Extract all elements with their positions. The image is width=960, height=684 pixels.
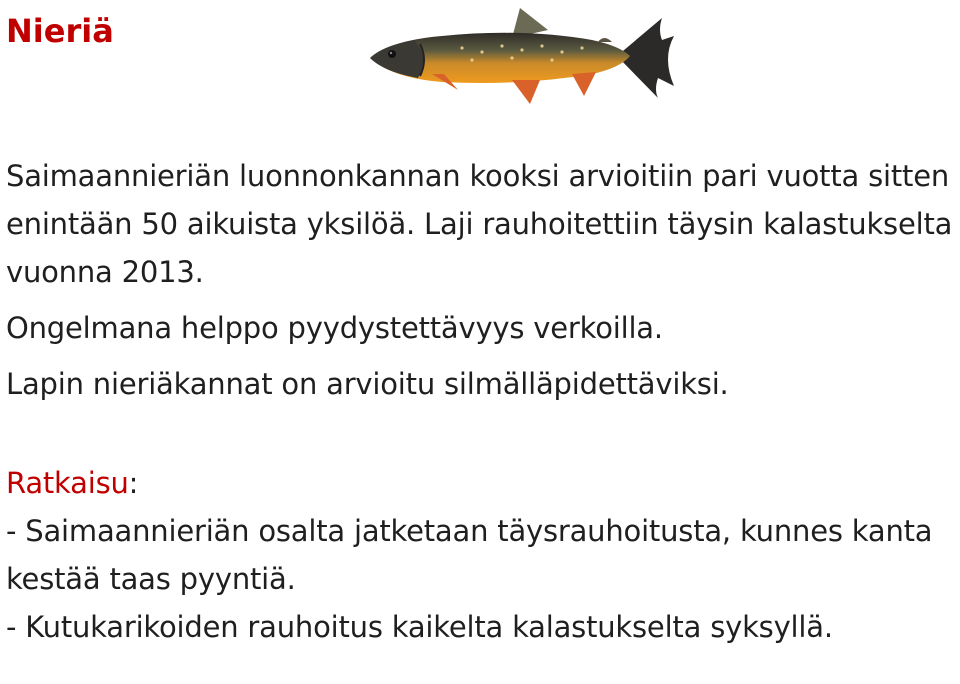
paragraph-problem: Ongelmana helppo pyydystettävyys verkoilla. [6, 311, 663, 345]
arctic-char-fish-icon [362, 0, 680, 116]
main-content [6, 152, 956, 651]
solution-heading [6, 459, 956, 507]
paragraph-population: Saimaannieriän luonnonkannan kooksi arvioitiin pari vuotta sitten enintään 50 aikuista yksilöä. Laji rauhoitettiin täysin kalastukselta vuonna 2013. [6, 159, 953, 289]
solution-item-2: - Kutukarikoiden rauhoitus kaikelta kalastukselta syksyllä. [6, 610, 833, 644]
solution-item-1: - Saimaannieriän osalta jatketaan täysrauhoitusta, kunnes kanta kestää taas pyyntiä. [6, 514, 933, 596]
paragraph-lapland: Lapin nieriäkannat on arvioitu silmälläpidettäviksi. [6, 367, 729, 401]
solution-label: Ratkaisu [6, 466, 129, 500]
solution-colon: : [128, 466, 139, 500]
page-title: Nieriä [6, 12, 114, 50]
